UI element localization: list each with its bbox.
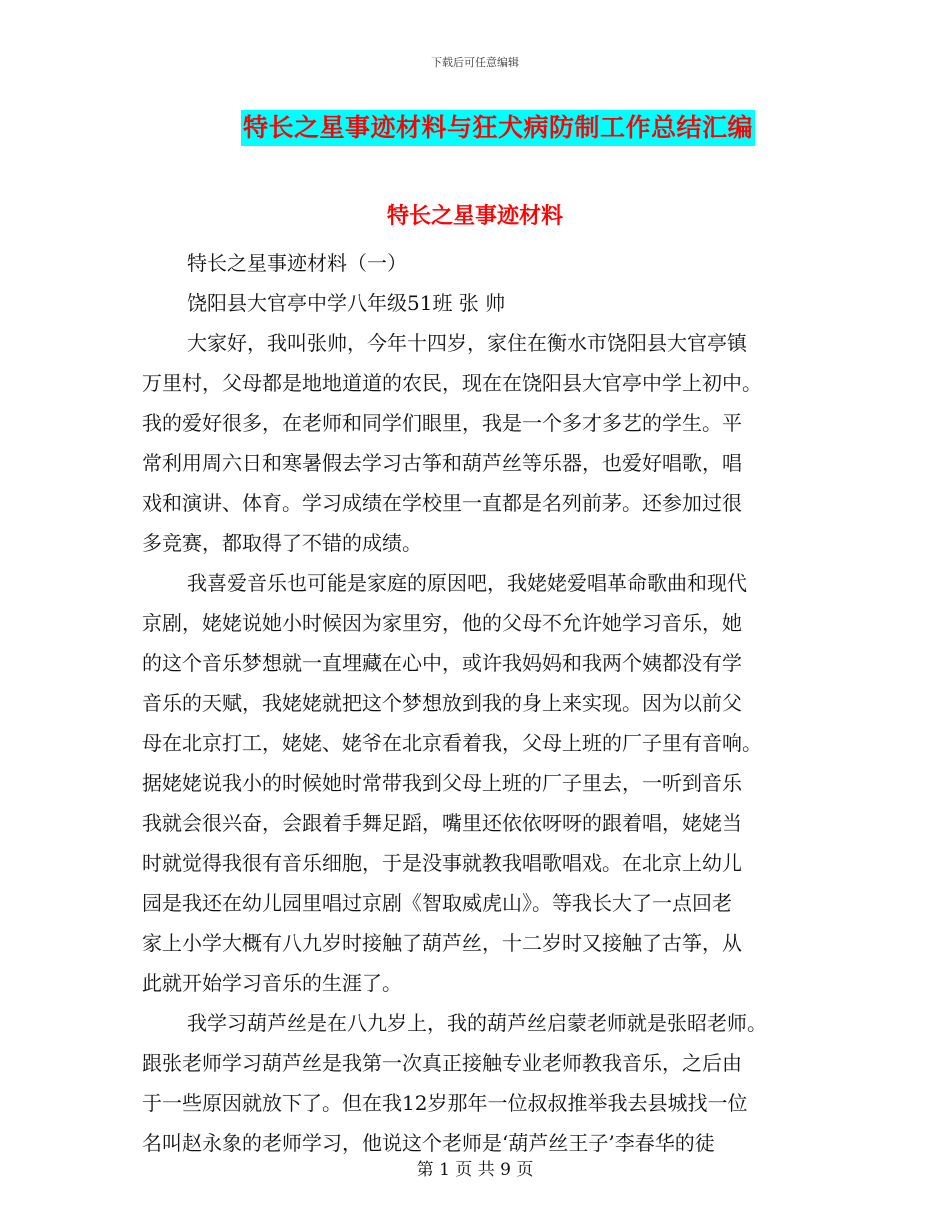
body-line: 音乐的天赋，我姥姥就把这个梦想放到我的身上来实现。因为以前父 <box>142 691 742 715</box>
body-line: 多竞赛，都取得了不错的成绩。 <box>142 531 422 555</box>
body-line: 戏和演讲、体育。学习成绩在学校里一直都是名列前茅。还参加过很 <box>142 491 742 515</box>
body-line: 跟张老师学习葫芦丝是我第一次真正接触专业老师教我音乐，之后由 <box>142 1051 742 1075</box>
body-line: 我学习葫芦丝是在八九岁上，我的葫芦丝启蒙老师就是张昭老师。 <box>187 1011 767 1035</box>
body-line: 我就会很兴奋，会跟着手舞足蹈，嘴里还依依呀呀的跟着唱，姥姥当 <box>142 811 742 835</box>
body-line: 万里村，父母都是地地道道的农民，现在在饶阳县大官亭中学上初中。 <box>142 371 762 395</box>
body-line: 据姥姥说我小的时候她时常带我到父母上班的厂子里去，一听到音乐 <box>142 771 742 795</box>
body-line: 母在北京打工，姥姥、姥爷在北京看着我，父母上班的厂子里有音响。 <box>142 731 762 755</box>
page-header-note: 下载后可任意编辑 <box>431 56 519 69</box>
body-line: 常利用周六日和寒暑假去学习古筝和葫芦丝等乐器，也爱好唱歌，唱 <box>142 451 742 475</box>
body-line: 名叫赵永象的老师学习，他说这个老师是‘葫芦丝王子’李春华的徒 <box>142 1131 715 1155</box>
document-body <box>142 243 812 1163</box>
body-line: 于一些原因就放下了。但在我12岁那年一位叔叔推举我去县城找一位 <box>142 1091 748 1115</box>
body-line: 饶阳县大官亭中学八年级51班 张 帅 <box>187 291 506 315</box>
page-number: 第 1 页 共 9 页 <box>416 1160 534 1180</box>
body-line: 我的爱好很多，在老师和同学们眼里，我是一个多才多艺的学生。平 <box>142 411 742 435</box>
body-line: 家上小学大概有八九岁时接触了葫芦丝，十二岁时又接触了古筝，从 <box>142 931 742 955</box>
body-line: 园是我还在幼儿园里唱过京剧《智取威虎山》。等我长大了一点回老 <box>142 891 732 915</box>
body-line: 我喜爱音乐也可能是家庭的原因吧，我姥姥爱唱革命歌曲和现代 <box>187 571 747 595</box>
section-title: 特长之星事迹材料 <box>386 203 563 229</box>
body-line: 时就觉得我很有音乐细胞，于是没事就教我唱歌唱戏。在北京上幼儿 <box>142 851 742 875</box>
body-line: 京剧，姥姥说她小时候因为家里穷，他的父母不允许她学习音乐，她 <box>142 611 742 635</box>
document-title: 特长之星事迹材料与狂犬病防制工作总结汇编 <box>241 110 755 146</box>
body-line: 特长之星事迹材料（一） <box>187 251 407 275</box>
document-title-container <box>0 110 950 146</box>
body-line: 大家好，我叫张帅，今年十四岁，家住在衡水市饶阳县大官亭镇 <box>187 331 747 355</box>
body-line: 的这个音乐梦想就一直埋藏在心中，或许我妈妈和我两个姨都没有学 <box>142 651 742 675</box>
body-line: 此就开始学习音乐的生涯了。 <box>142 971 402 995</box>
